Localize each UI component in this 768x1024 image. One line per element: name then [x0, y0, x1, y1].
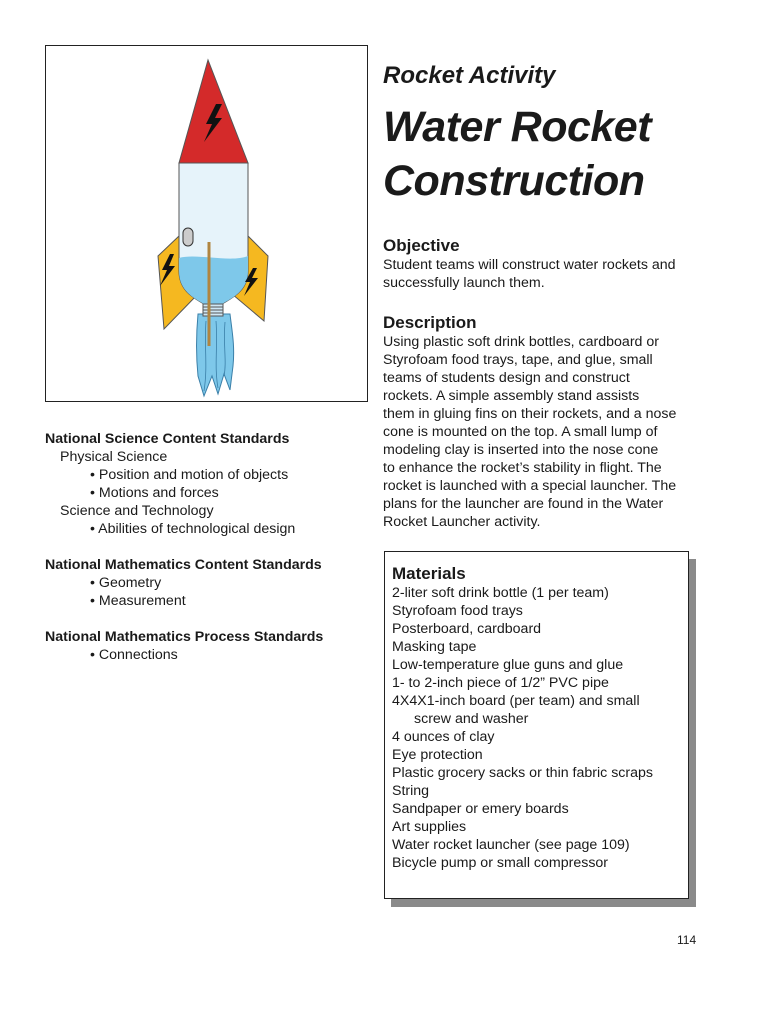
math-process-standards: [45, 628, 365, 664]
materials-item: Low-temperature glue guns and glue: [392, 657, 624, 673]
description-line: them in gluing fins on their rockets, and a nose: [383, 406, 677, 422]
materials-item: Masking tape: [392, 639, 477, 655]
materials-item: Eye protection: [392, 747, 483, 763]
objective-line: Student teams will construct water rockets and: [383, 257, 676, 273]
description-line: cone is mounted on the top. A small lump of: [383, 424, 658, 440]
title-line-1: Water Rocket: [383, 103, 652, 151]
description-line: Rocket Launcher activity.: [383, 514, 541, 530]
description-line: teams of students design and construct: [383, 370, 630, 386]
math-content-heading: National Mathematics Content Standards: [45, 557, 322, 573]
standard-bullet: • Geometry: [90, 575, 162, 591]
materials-item: 4X4X1-inch board (per team) and small: [392, 693, 640, 709]
science-standards-heading: National Science Content Standards: [45, 431, 290, 447]
materials-item: Plastic grocery sacks or thin fabric scraps: [392, 765, 653, 781]
objective-heading: Objective: [383, 236, 460, 255]
clay-window: [183, 228, 193, 246]
title-line-2: Construction: [383, 157, 645, 205]
description-line: rockets. A simple assembly stand assists: [383, 388, 640, 404]
nozzle: [203, 304, 223, 316]
description-line: Using plastic soft drink bottles, cardboard or: [383, 334, 659, 350]
water-spray: [197, 314, 234, 396]
description-line: modeling clay is inserted into the nose cone: [383, 442, 659, 458]
standards-list: [45, 430, 365, 682]
materials-item: Bicycle pump or small compressor: [392, 855, 609, 871]
standard-bullet: • Measurement: [90, 593, 186, 609]
description-heading: Description: [383, 313, 477, 332]
objective-line: successfully launch them.: [383, 275, 545, 291]
materials-item: Styrofoam food trays: [392, 603, 523, 619]
activity-label: Rocket Activity: [383, 62, 556, 89]
standard-bullet: • Position and motion of objects: [90, 467, 289, 483]
description-text: [383, 333, 713, 531]
materials-item: Sandpaper or emery boards: [392, 801, 569, 817]
math-content-standards: [45, 556, 365, 610]
description-line: Styrofoam food trays, tape, and glue, small: [383, 352, 653, 368]
physical-science-label: Physical Science: [60, 449, 168, 465]
materials-item: Water rocket launcher (see page 109): [392, 837, 630, 853]
standard-bullet: • Motions and forces: [90, 485, 219, 501]
standard-bullet: • Connections: [90, 647, 178, 663]
page-number: 114: [677, 933, 697, 947]
materials-item: 4 ounces of clay: [392, 729, 495, 745]
standard-bullet: • Abilities of technological design: [90, 521, 296, 537]
materials-item: 2-liter soft drink bottle (1 per team): [392, 585, 609, 601]
page-title: [383, 100, 743, 208]
materials-item: Posterboard, cardboard: [392, 621, 542, 637]
materials-item: String: [392, 783, 430, 799]
objective-section: [383, 236, 713, 292]
materials-heading: Materials: [392, 564, 466, 583]
description-line: plans for the launcher are found in the Water: [383, 496, 664, 512]
description-line: to enhance the rocket’s stability in flight. The: [383, 460, 662, 476]
description-section: [383, 313, 713, 531]
description-line: rocket is launched with a special launcher. The: [383, 478, 677, 494]
materials-box: [384, 551, 689, 899]
materials-item: Art supplies: [392, 819, 467, 835]
materials-item: 1- to 2-inch piece of 1/2” PVC pipe: [392, 675, 609, 691]
materials-item-continuation: screw and washer: [414, 711, 529, 727]
rocket-illustration: [45, 45, 368, 402]
water-rocket-icon: [46, 46, 369, 403]
objective-text: [383, 256, 713, 292]
science-technology-label: Science and Technology: [60, 503, 214, 519]
math-process-heading: National Mathematics Process Standards: [45, 629, 324, 645]
science-standards: [45, 430, 365, 538]
